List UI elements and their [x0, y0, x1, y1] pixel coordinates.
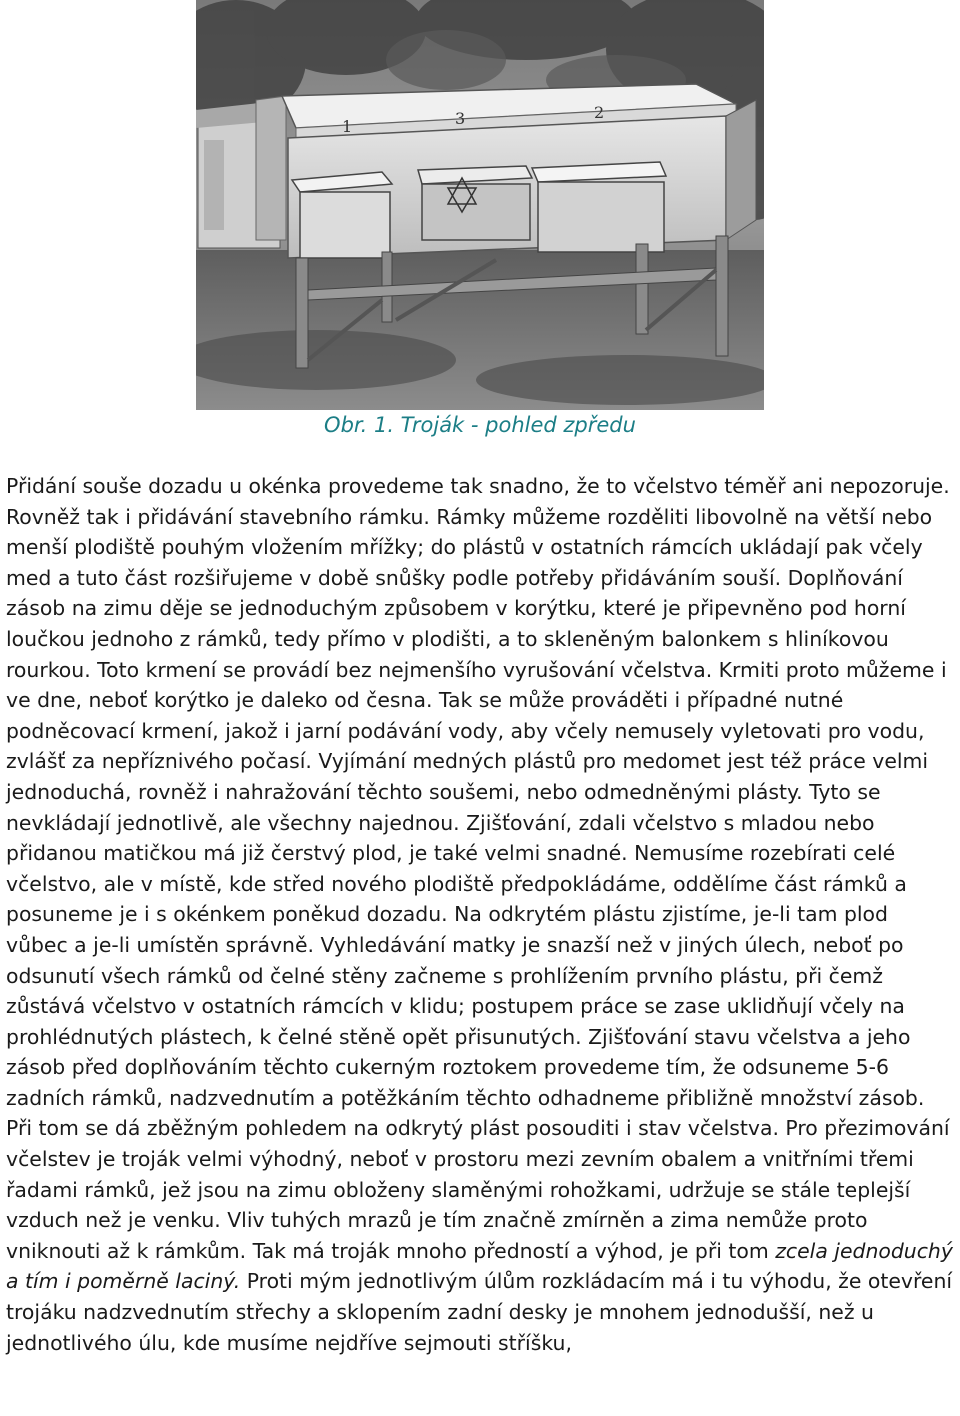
beehive-photo	[196, 0, 764, 410]
figure-caption: Obr. 1. Troják - pohled zpředu	[324, 413, 636, 437]
paragraph-text-end: Proti mým jednotlivým úlům rozkládacím má i tu výhodu, že otevření trojáku nadzvednutím střechy a sklopením zadní desky je mnohem jednodušší, než u jednotlivého úlu, kde musíme nejdříve sejmouti stříšku,	[6, 1269, 953, 1355]
svg-text:3: 3	[455, 109, 466, 128]
paragraph-text: Přidání souše dozadu u okénka provedeme tak snadno, že to včelstvo téměř ani nepozoruje. Rovněž tak i přidávání stavebního rámku. Rámky můžeme rozděliti libovolně na větší nebo menší plodiště pouhým vložením mřížky; do plástů v ostatních rámcích ukládají pak včely med a tuto část rozšiřujeme v době snůšky podle potřeby přidáváním souší. Doplňování zásob na zimu děje se jednoduchým způsobem v korýtku, které je připevněno pod horní loučkou jednoho z rámků, tedy přímo v plodišti, a to skleněným balonkem s hliníkovou rourkou. Toto krmení se provádí bez nejmenšího vyrušování včelstva. Krmiti proto můžeme i ve dne, neboť korýtko je daleko od česna. Tak se může prováděti i případné nutné podněcovací krmení, jakož i jarní podávání vody, aby včely nemusely vyletovati pro vodu, zvlášť za nepříznivého počasí. Vyjímání medných plástů pro medomet jest též práce velmi jednoduchá, rovněž i nahražování těchto soušemi, nebo odmedněnými plásty. Tyto se nevkládají jednotlivě, ale všechny najednou. Zjišťování, zdali včelstvo s mladou nebo přidanou matičkou má již čerstvý plod, je také velmi snadné. Nemusíme rozebírati celé včelstvo, ale v místě, kde střed nového plodiště předpokládáme, oddělíme část rámků a posuneme je i s okénkem poněkud dozadu. Na odkrytém plástu zjistíme, je-li tam plod vůbec a je-li umístěn správně. Vyhledávání matky je snazší než v jiných úlech, neboť po odsunutí všech rámků od čelné stěny začneme s prohlížením prvního plástu, při čemž zůstává včelstvo v ostatních rámcích v klidu; postupem práce se zase uklidňují včely na prohlédnutých plástech, k čelné stěně opět přisunutých. Zjišťování stavu včelstva a jeho zásob před doplňováním těchto cukerným roztokem provedeme tím, že odsuneme 5-6 zadních rámků, nadzvednutím a potěžkáním těchto odhadneme přibližně množství zásob. Při tom se dá zběžným pohledem na odkrytý plást posouditi i stav včelstva. Pro přezimování včelstev je troják velmi výhodný, neboť v prostoru mezi zevním obalem a vnitřními třemi řadami rámků, jež jsou na zimu obloženy slaměnými rohožkami, udržuje se stále teplejší vzduch než je venku. Vliv tuhých mrazů je tím značně zmírněn a zima nemůže proto vniknouti až k rámkům. Tak má troják mnoho předností a výhod, je při tom	[6, 474, 950, 1263]
body-text	[6, 471, 956, 1358]
svg-text:2: 2	[594, 103, 605, 122]
svg-text:1: 1	[342, 117, 353, 136]
paragraph-emphasis: zcela jednoduchý a tím i poměrně laciný.	[6, 1238, 953, 1294]
paragraph	[6, 471, 956, 1358]
